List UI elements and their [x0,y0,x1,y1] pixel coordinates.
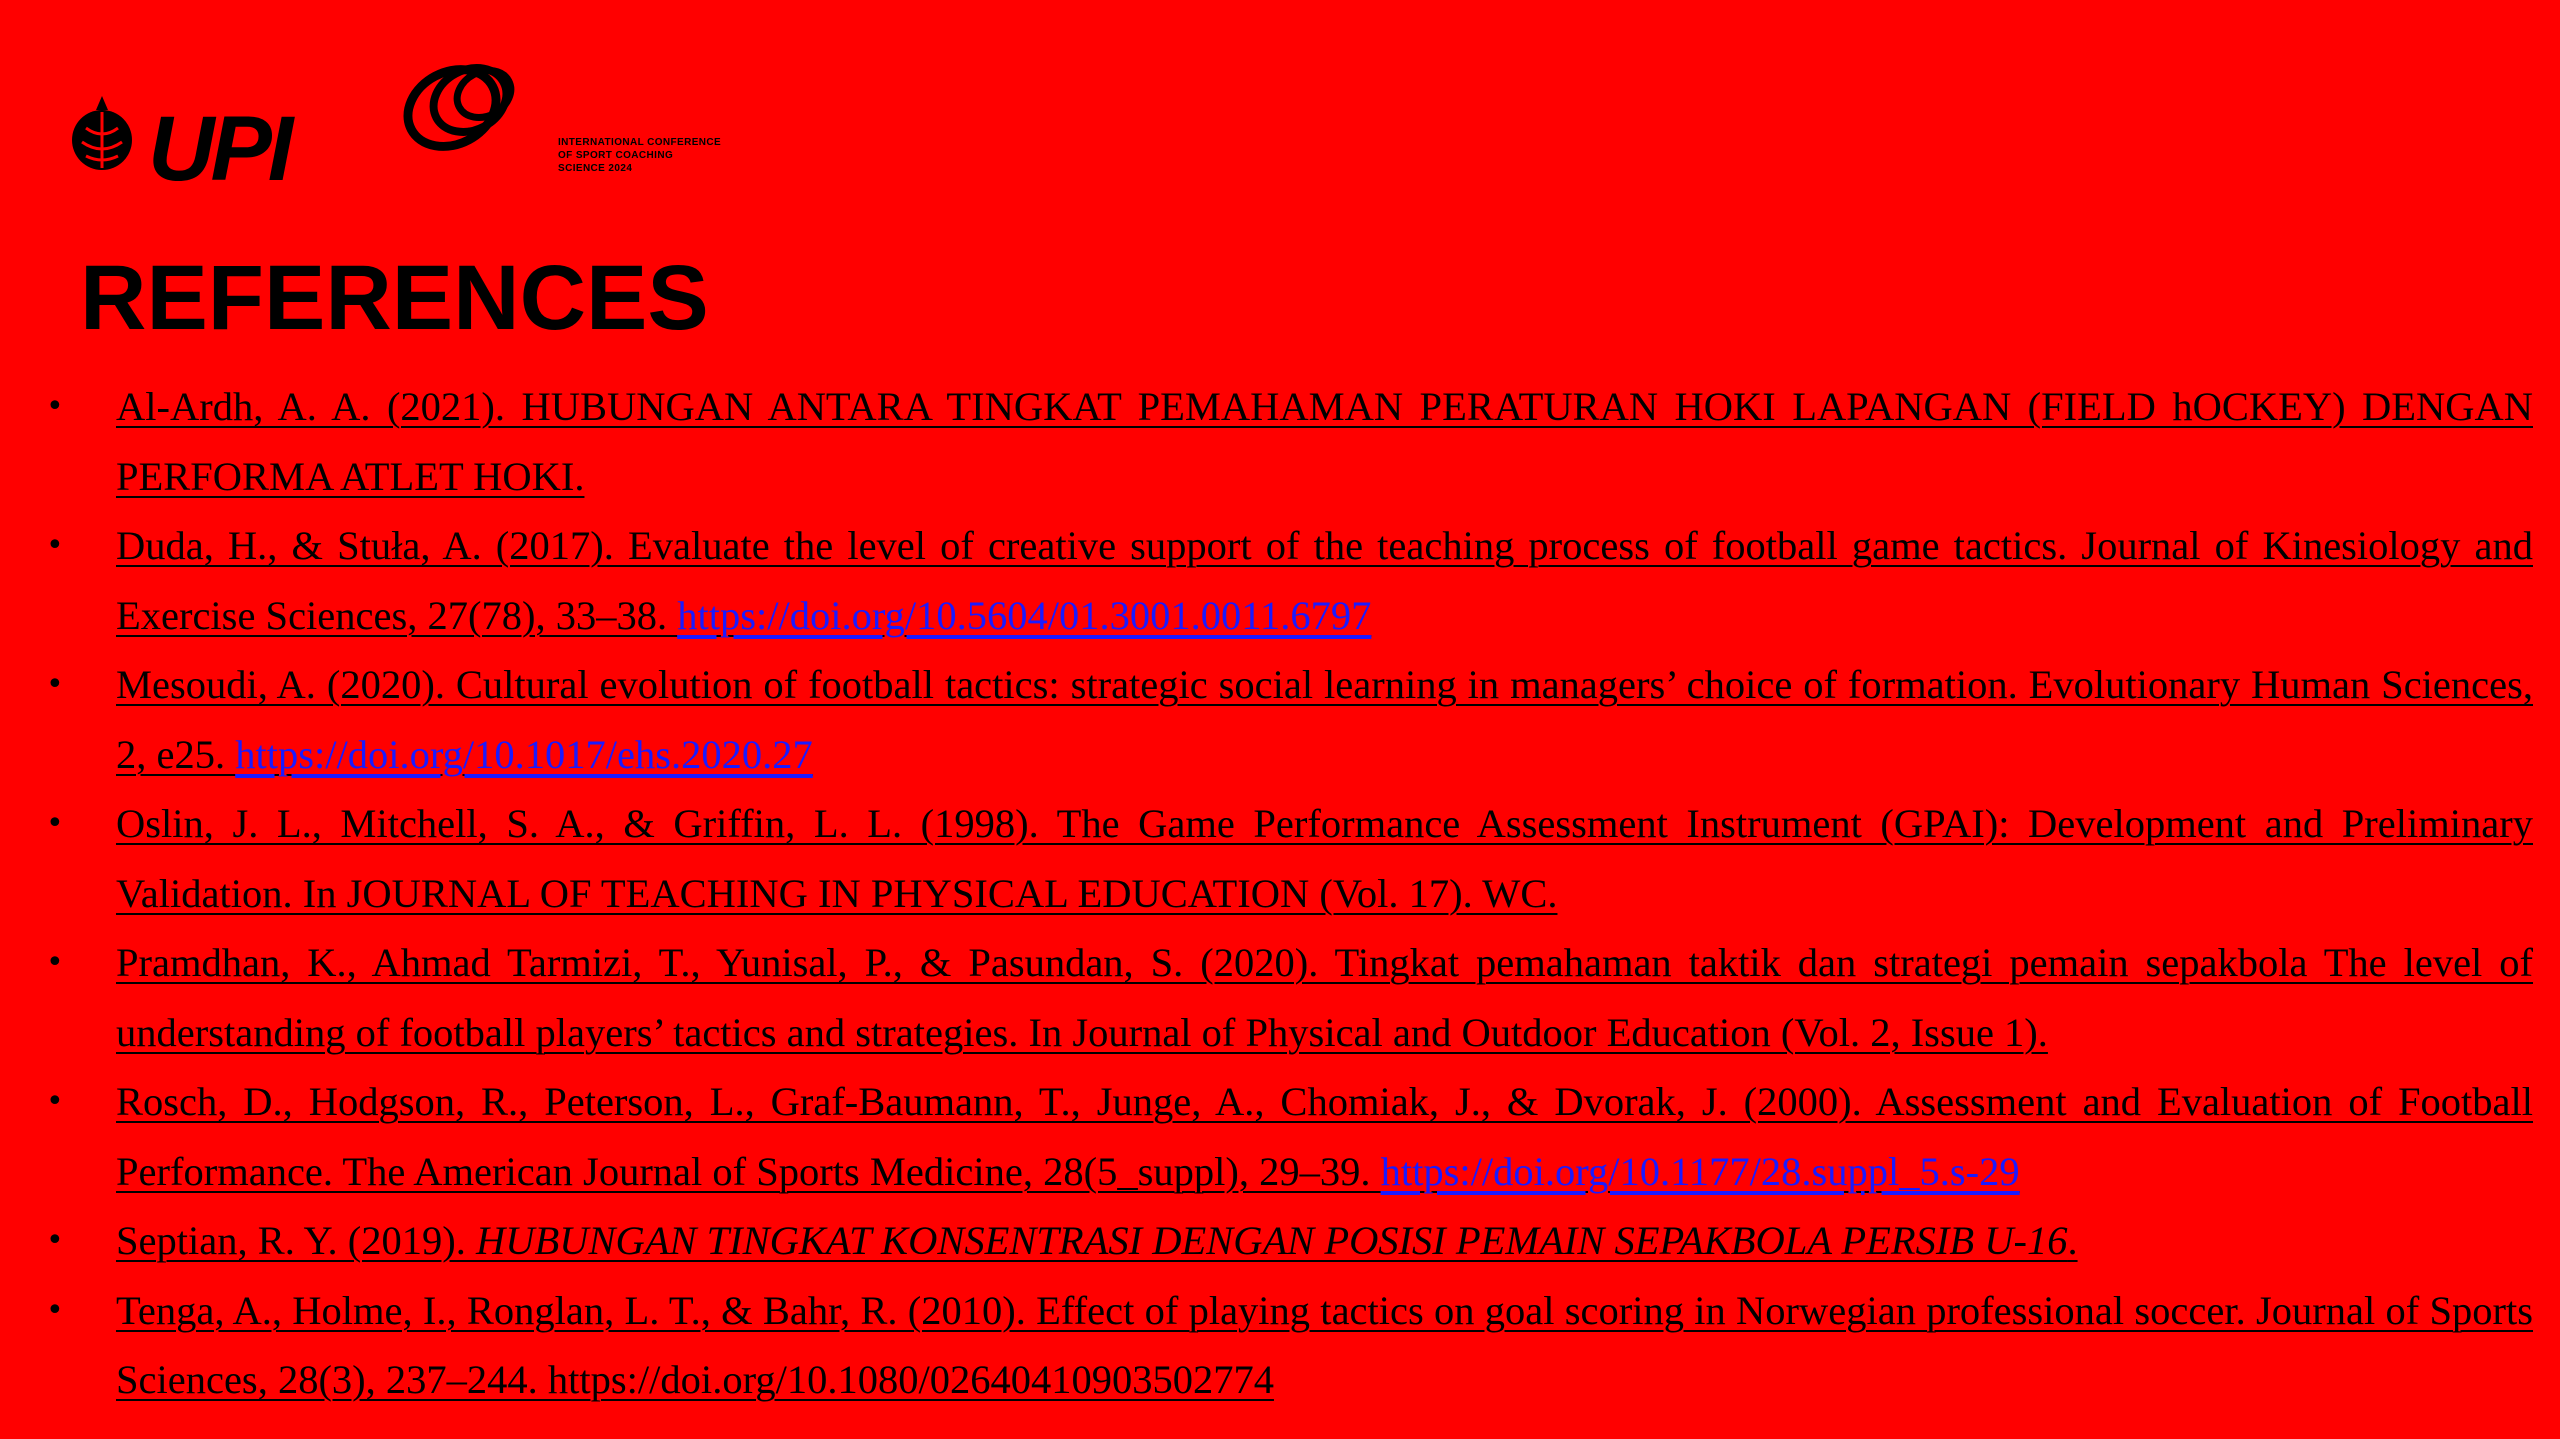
conference-line-2: OF SPORT COACHING [558,150,674,161]
conference-line-3: SCIENCE 2024 [558,163,633,174]
upi-logo [72,76,307,194]
reference-item [40,650,2533,789]
reference-text: Mesoudi, A. (2020). Cultural evolution of football tactics: strategic social learning in managers’ choice of formation. Evolutionary Human Sciences, 2, e25. [116,662,2533,777]
reference-item [40,1276,2533,1415]
reference-text: Oslin, J. L., Mitchell, S. A., & Griffin, L. L. (1998). The Game Performance Assessment Instrument (GPAI): Development and Preliminary Validation. In JOURNAL OF TEACHING IN PHYSICAL EDUCATION (Vol. 17). WC. [116,801,2533,916]
conference-line-1: INTERNATIONAL CONFERENCE [558,137,722,148]
reference-text: Al-Ardh, A. A. (2021). HUBUNGAN ANTARA TINGKAT PEMAHAMAN PERATURAN HOKI LAPANGAN (FIELD hOCKEY) DENGAN PERFORMA ATLET HOKI. [116,384,2533,499]
reference-text: Pramdhan, K., Ahmad Tarmizi, T., Yunisal, P., & Pasundan, S. (2020). Tingkat pemahaman taktik dan strategi pemain sepakbola The level of understanding of football players’ tactics and strategies. In Journal of Physical and Outdoor Education (Vol. 2, Issue 1). [116,940,2533,1055]
doi-link[interactable]: https://doi.org/10.1017/ehs.2020.27 [235,731,813,777]
bullet-icon: • [46,389,64,424]
bullet-icon: • [46,1292,64,1328]
bullet-icon: • [46,528,64,563]
reference-item [40,928,2533,1067]
reference-item [40,372,2533,511]
reference-text: Rosch, D., Hodgson, R., Peterson, L., Graf-Baumann, T., Junge, A., Chomiak, J., & Dvorak, J. (2000). Assessment and Evaluation of Football Performance. The American Journal of Sports Medicine, 28(5_suppl), 29–39. [116,1079,2533,1194]
reference-item [40,1067,2533,1206]
conference-logo-text [558,136,768,175]
header-logos [72,52,792,192]
reference-text: Septian, R. Y. (2019). [116,1218,476,1263]
reference-text: Tenga, A., Holme, I., Ronglan, L. T., & Bahr, R. (2010). Effect of playing tactics on goal scoring in Norwegian professional soccer. Journal of Sports Sciences, 28(3), 237–244. https://doi.org/10.1080/02640410903502774 [116,1287,2533,1402]
doi-link[interactable]: https://doi.org/10.5604/01.3001.0011.6797 [677,592,1372,638]
reference-item [40,789,2533,928]
reference-tail: . [2067,1218,2078,1263]
reference-item [40,1206,2533,1276]
upi-logo-text: UPI [148,98,290,194]
doi-link[interactable]: https://doi.org/10.1177/28.suppl_5.s-29 [1380,1148,2020,1194]
reference-text: Duda, H., & Stuła, A. (2017). Evaluate the level of creative support of the teaching process of football game tactics. Journal of Kinesiology and Exercise Sciences, 27(78), 33–38. [116,523,2533,638]
reference-title-italic: HUBUNGAN TINGKAT KONSENTRASI DENGAN POSISI PEMAIN SEPAKBOLA PERSIB U-16 [476,1218,2068,1263]
reference-item [40,511,2533,650]
bullet-icon: • [46,1084,64,1119]
upi-emblem-icon [72,96,132,170]
bullet-icon: • [46,1223,64,1258]
conference-logo [390,52,770,197]
page-title: REFERENCES [80,247,709,349]
references-list [40,372,2533,1415]
bullet-icon: • [46,806,64,841]
rings-icon [390,52,560,162]
bullet-icon: • [46,945,64,980]
bullet-icon: • [46,667,64,702]
